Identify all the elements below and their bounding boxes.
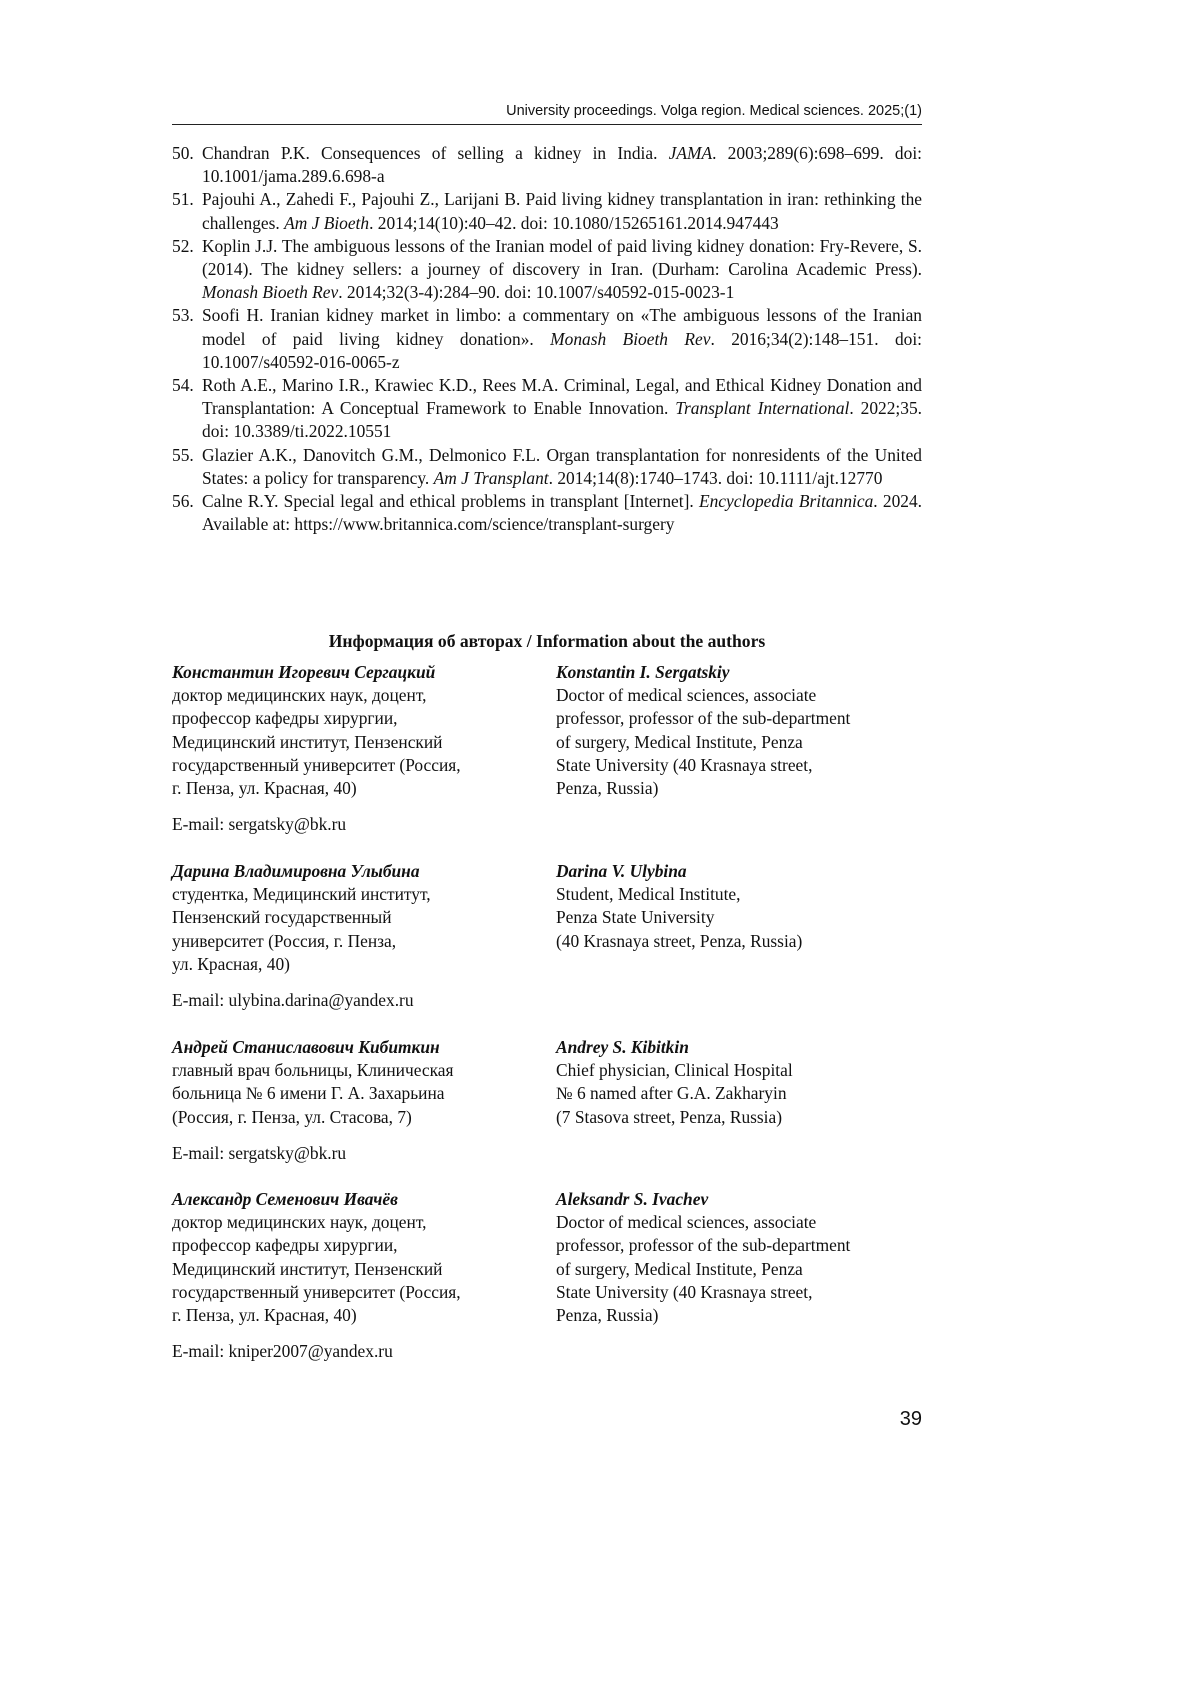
reference-details: . 2014;32(3-4):284–90. doi: 10.1007/s40592-015-0023-1 [338,282,735,303]
author-ru-column [172,661,532,800]
author-ru-name: Дарина Владимировна Улыбина [172,861,420,881]
reference-authors-title: Soofi H. Iranian kidney market in limbo: a commentary on «The ambiguous lessons of the Iranian model of paid living kidney donation». [202,305,922,349]
reference-text [202,374,922,444]
author-email[interactable]: E-mail: ulybina.darina@yandex.ru [172,990,414,1010]
author-en-line: (40 Krasnaya street, Penza, Russia) [556,930,803,951]
author-en-line: of surgery, Medical Institute, Penza [556,731,803,752]
reference-number: 50. [172,143,194,163]
author-ru-line: государственный университет (Россия, [172,754,461,775]
reference-number: 52. [172,235,194,256]
reference-53 [172,304,922,374]
author-en-name: Darina V. Ulybina [556,861,687,881]
author-ru-column [172,1188,532,1327]
author-ru-line: Медицинский институт, Пензенский [172,1258,443,1279]
author-en-line: (7 Stasova street, Penza, Russia) [556,1106,783,1127]
reference-number: 54. [172,375,194,396]
author-ru-line: г. Пенза, ул. Красная, 40) [172,1305,357,1326]
author-en-line: State University (40 Krasnaya street, [556,754,813,775]
reference-text [202,188,922,234]
reference-text [202,142,922,188]
author-ru-line: студентка, Медицинский институт, [172,884,431,905]
reference-authors-title: Pajouhi A., Zahedi F., Pajouhi Z., Larijani B. Paid living kidney transplantation in iran: rethinking the challenges. [202,189,922,233]
reference-52 [172,235,922,305]
reference-journal: Transplant International [675,398,850,419]
author-email[interactable]: E-mail: kniper2007@yandex.ru [172,1341,393,1361]
author-ru-name: Александр Семенович Ивачёв [172,1189,398,1209]
reference-authors-title: Chandran P.K. Consequences of selling a kidney in India. [202,143,669,163]
reference-number: 56. [172,491,194,512]
author-en-name: Konstantin I. Sergatskiy [556,662,730,682]
author-email[interactable]: E-mail: sergatsky@bk.ru [172,814,347,834]
reference-51 [172,188,922,234]
reference-details: . 2024. Available at: https://www.britannica.com/science/transplant-surgery [202,491,922,535]
author-ru-line: (Россия, г. Пенза, ул. Стасова, 7) [172,1106,412,1127]
author-en-line: State University (40 Krasnaya street, [556,1281,813,1302]
author-email[interactable]: E-mail: sergatsky@bk.ru [172,1143,347,1163]
author-ru-line: доктор медицинских наук, доцент, [172,685,427,706]
author-ru-line: главный врач больницы, Клиническая [172,1060,454,1081]
reference-text [202,235,922,305]
reference-number: 55. [172,444,194,465]
author-en-column [556,860,922,953]
reference-number: 51. [172,189,194,210]
author-ru-line: профессор кафедры хирургии, [172,1235,398,1256]
author-ru-line: ул. Красная, 40) [172,953,290,974]
author-ru-line: г. Пенза, ул. Красная, 40) [172,778,357,799]
author-en-name: Andrey S. Kibitkin [556,1037,689,1057]
author-ru-line: профессор кафедры хирургии, [172,708,398,729]
reference-list [172,142,922,536]
author-ru-line: университет (Россия, г. Пенза, [172,930,397,951]
reference-text [202,444,922,490]
running-header: University proceedings. Volga region. Medical sciences. 2025;(1) [506,103,922,119]
author-ru-line: доктор медицинских наук, доцент, [172,1212,427,1233]
reference-number: 53. [172,305,194,326]
author-en-column [556,661,922,800]
author-ru-column [172,860,532,976]
author-ru-name: Андрей Станиславович Кибиткин [172,1037,440,1057]
reference-authors-title: Koplin J.J. The ambiguous lessons of the Iranian model of paid living kidney donation: Fry-Revere, S. (2014). The kidney sellers: a journey of discovery in Iran. (Durham: Carolina Academic Press). [202,235,922,280]
author-en-line: Doctor of medical sciences, associate [556,1212,817,1233]
author-en-line: Penza, Russia) [556,1305,659,1326]
reference-journal: Monash Bioeth Rev [550,328,711,349]
author-en-line: Student, Medical Institute, [556,884,741,905]
reference-authors-title: Roth A.E., Marino I.R., Krawiec K.D., Rees M.A. Criminal, Legal, and Ethical Kidney Donation and Transplantation: A Conceptual Framework to Enable Innovation. [202,375,922,419]
author-en-name: Aleksandr S. Ivachev [556,1189,709,1209]
reference-56 [172,490,922,536]
reference-text [202,304,922,374]
reference-authors-title: Glazier A.K., Danovitch G.M., Delmonico F.L. Organ transplantation for nonresidents of the United States: a policy for transparency. [202,444,922,488]
author-en-line: № 6 named after G.A. Zakharyin [556,1083,787,1104]
reference-journal: Am J Bioeth [284,212,370,233]
author-en-line: Penza, Russia) [556,778,659,799]
header-rule [172,124,922,125]
reference-journal: JAMA [668,143,713,163]
reference-details: . 2016;34(2):148–151. doi: 10.1007/s40592-016-0065-z [202,328,923,372]
reference-55 [172,444,922,490]
authors-section-title: Информация об авторах / Information about the authors [328,631,766,651]
author-ru-line: государственный университет (Россия, [172,1281,461,1302]
reference-text [202,490,922,536]
reference-journal: Encyclopedia Britannica [698,491,874,512]
reference-54 [172,374,922,444]
author-ru-line: Пензенский государственный [172,907,392,928]
author-ru-column [172,1036,532,1129]
reference-authors-title: Calne R.Y. Special legal and ethical problems in transplant [Internet]. [202,491,699,512]
reference-details: . 2022;35. doi: 10.3389/ti.2022.10551 [202,398,923,442]
reference-50 [172,142,922,188]
author-en-line: Chief physician, Clinical Hospital [556,1060,793,1081]
author-en-line: of surgery, Medical Institute, Penza [556,1258,803,1279]
author-en-line: professor, professor of the sub-department [556,708,851,729]
author-ru-line: больница № 6 имени Г. А. Захарьина [172,1083,445,1104]
reference-details: . 2014;14(8):1740–1743. doi: 10.1111/ajt.12770 [548,467,883,488]
page-number: 39 [899,1408,922,1430]
reference-journal: Am J Transplant [433,467,549,488]
reference-journal: Monash Bioeth Rev [202,282,339,303]
author-en-line: Penza State University [556,907,715,928]
author-ru-line: Медицинский институт, Пензенский [172,731,443,752]
author-en-column [556,1188,922,1327]
reference-details: . 2014;14(10):40–42. doi: 10.1080/15265161.2014.947443 [369,212,779,233]
author-ru-name: Константин Игоревич Сергацкий [172,662,436,682]
reference-details: . 2003;289(6):698–699. doi: 10.1001/jama.289.6.698-a [202,143,922,187]
author-en-line: Doctor of medical sciences, associate [556,685,817,706]
author-en-column [556,1036,922,1129]
author-en-line: professor, professor of the sub-department [556,1235,851,1256]
